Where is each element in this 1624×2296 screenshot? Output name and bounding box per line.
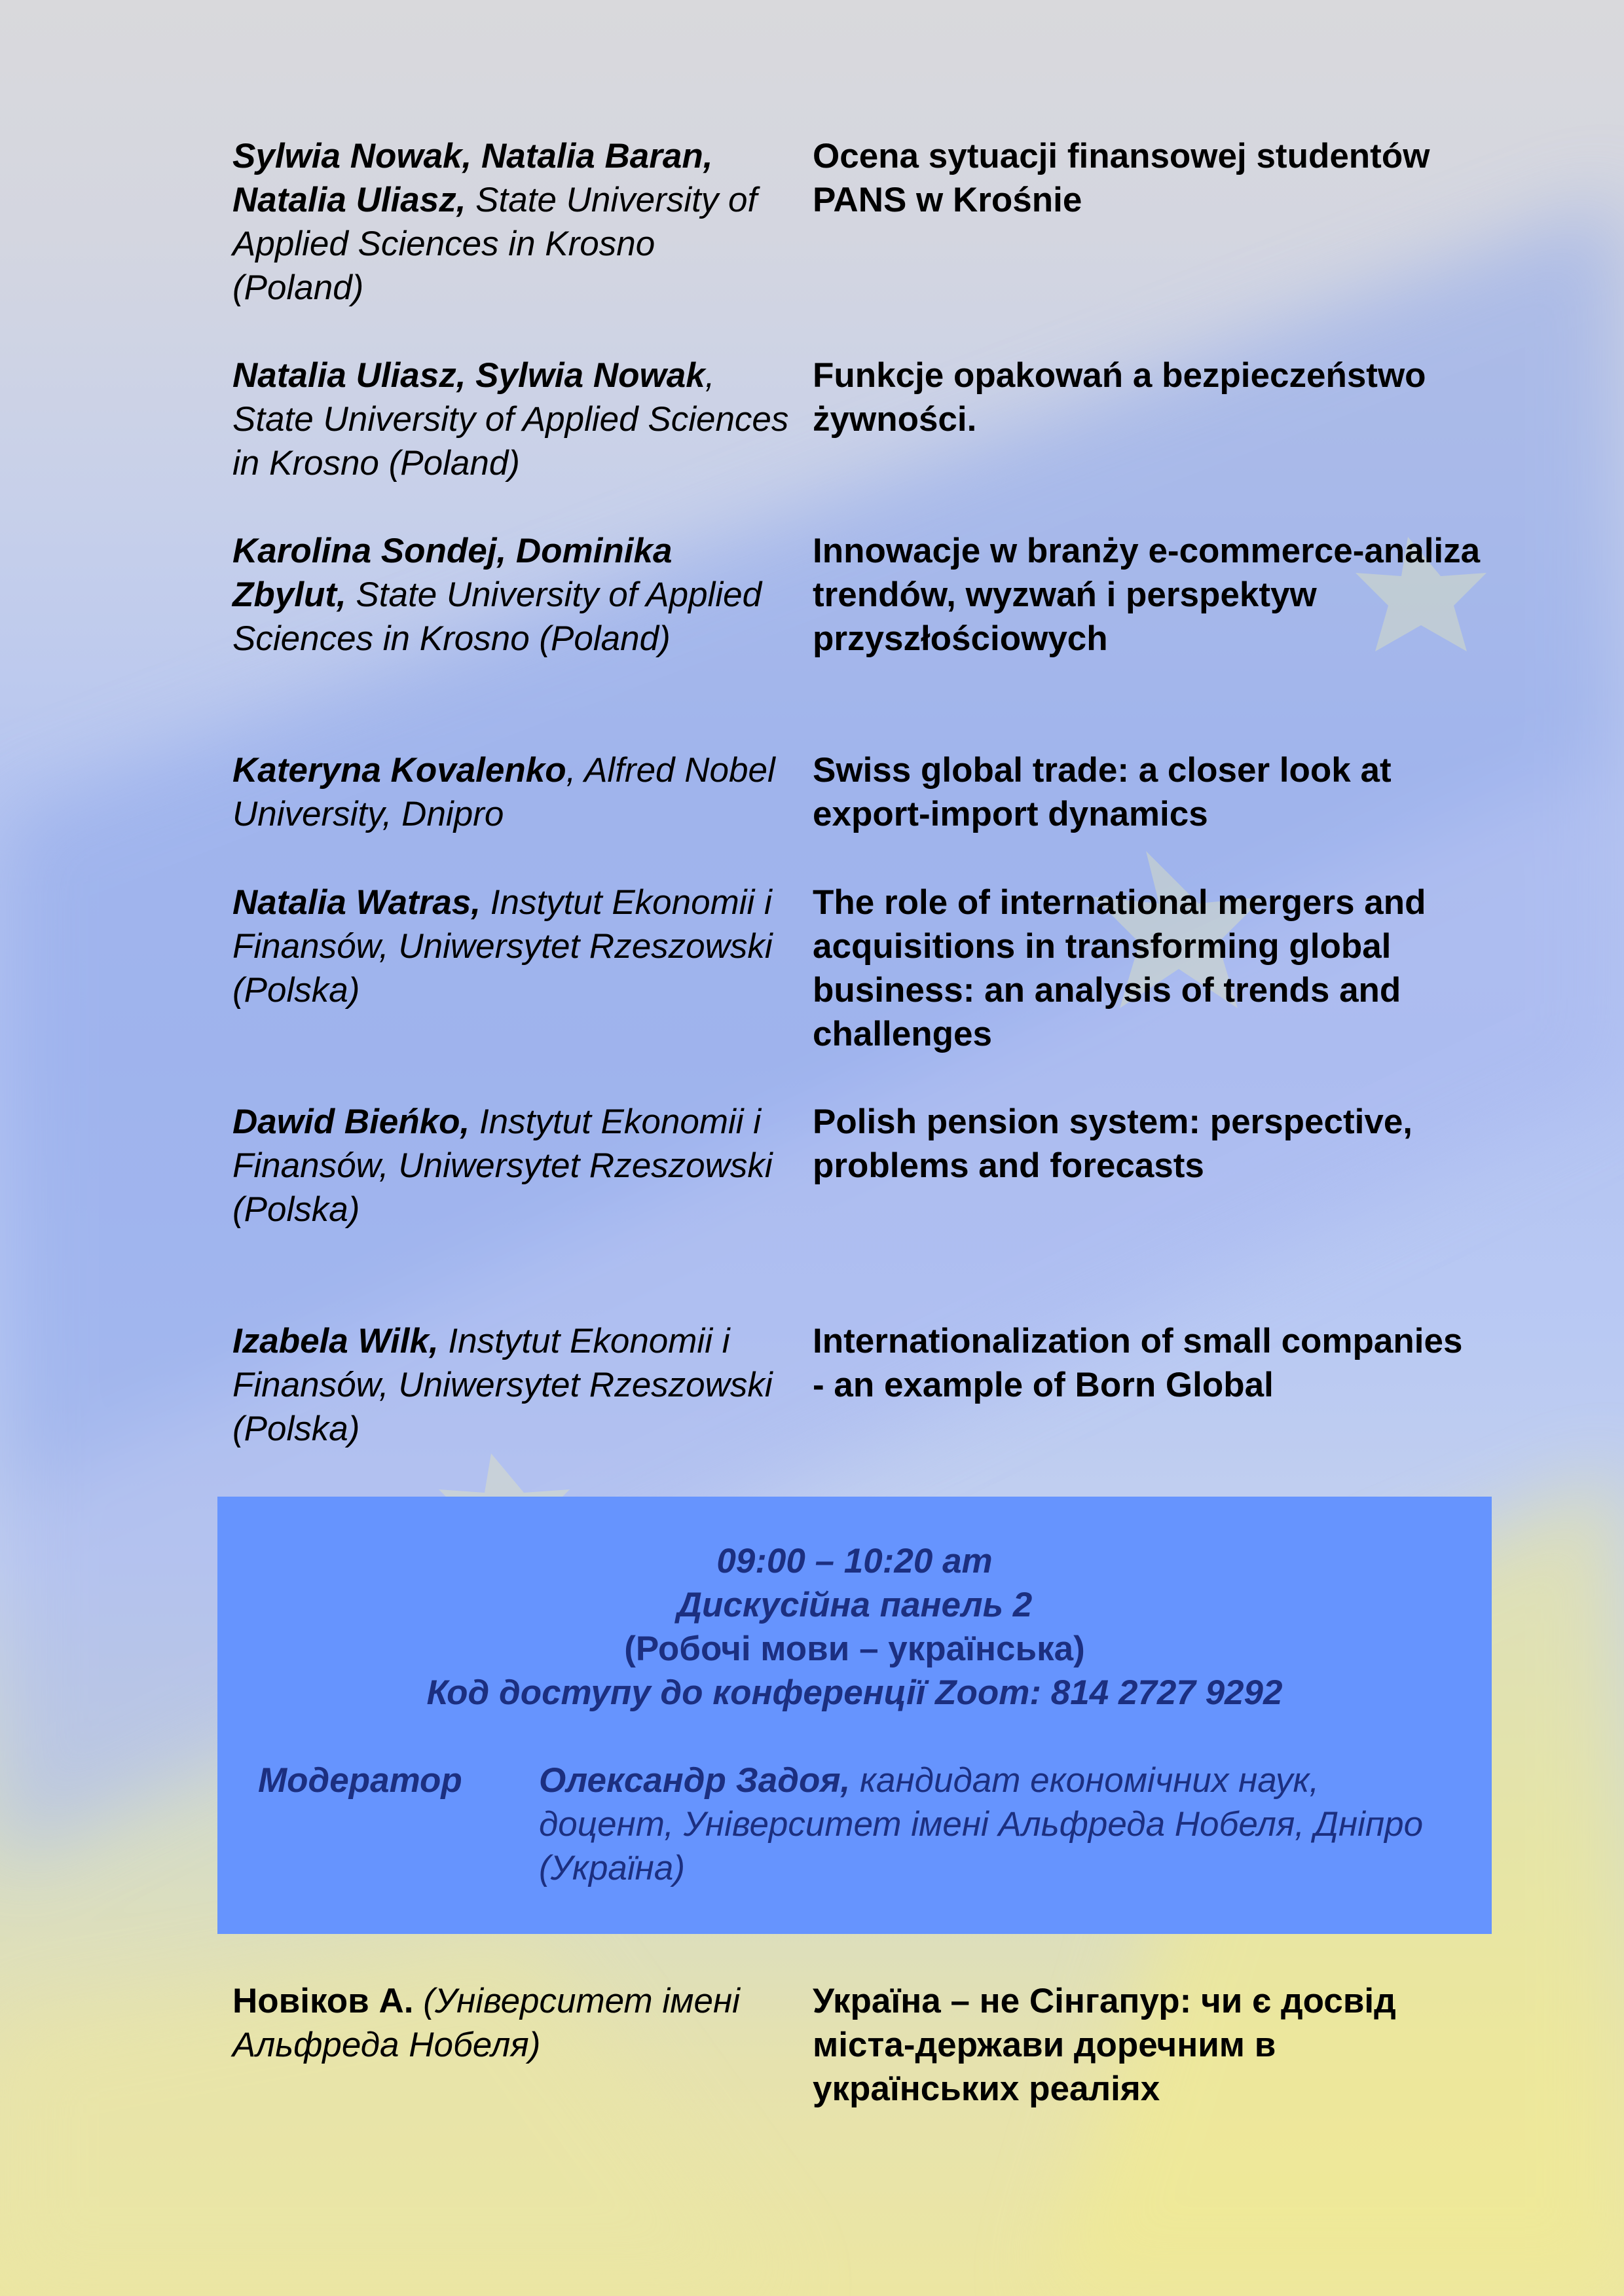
panel-languages: (Робочі мови – українська) xyxy=(624,1630,1085,1668)
entry-author: Izabela Wilk, Instytut Ekonomii i Finansów, Uniwersytet Rzeszowski (Polska) xyxy=(232,1322,773,1448)
panel-name: Дискусійна панель 2 xyxy=(676,1586,1033,1624)
moderator-info xyxy=(539,1758,1456,1890)
entry-title: Funkcje opakowań a bezpieczeństwo żywności. xyxy=(813,356,1426,439)
entry-title: Україна – не Сінгапур: чи є досвід міста-держави доречним в українських реаліях xyxy=(813,1982,1396,2108)
entry-title: Swiss global trade: a closer look at export-import dynamics xyxy=(813,751,1392,833)
panel-zoom-code: Код доступу до конференції Zoom: 814 2727 9292 xyxy=(426,1673,1283,1712)
entry-title: The role of international mergers and acquisitions in transforming global business: an analysis of trends and challenges xyxy=(813,883,1426,1053)
moderator-name: Олександр Задоя, xyxy=(539,1761,851,1800)
panel-time: 09:00 – 10:20 am xyxy=(716,1542,993,1580)
entry-author: Dawid Bieńko, Instytut Ekonomii i Finansów, Uniwersytet Rzeszowski (Polska) xyxy=(232,1102,773,1229)
entry-author: Karolina Sondej, Dominika Zbylut, State University of Applied Sciences in Krosno (Poland) xyxy=(232,532,762,658)
moderator-details: кандидат економічних наук, доцент, Університет імені Альфреда Нобеля, Дніпро (Україна) xyxy=(539,1761,1424,1887)
panel-header xyxy=(217,1539,1492,1715)
entry-author: Новіков А. (Університет імені Альфреда Нобеля) xyxy=(232,1982,740,2064)
entry-title: Internationalization of small companies - an example of Born Global xyxy=(813,1322,1463,1404)
moderator-label: Модератор xyxy=(258,1761,462,1800)
entry-author: Natalia Watras, Instytut Ekonomii i Finansów, Uniwersytet Rzeszowski (Polska) xyxy=(232,883,773,1010)
entry-author: Kateryna Kovalenko, Alfred Nobel University, Dnipro xyxy=(232,751,775,833)
entry-title: Innowacje w branży e-commerce-analiza trendów, wyzwań i perspektyw przyszłościowych xyxy=(813,532,1481,658)
entry-author: Natalia Uliasz, Sylwia Nowak, State University of Applied Sciences in Krosno (Poland) xyxy=(232,356,789,483)
discussion-panel-box xyxy=(217,1497,1492,1934)
entry-title: Ocena sytuacji finansowej studentów PANS w Krośnie xyxy=(813,137,1430,219)
entry-title: Polish pension system: perspective, problems and forecasts xyxy=(813,1102,1413,1185)
entry-author: Sylwia Nowak, Natalia Baran, Natalia Uliasz, State University of Applied Sciences in Krosno (Poland) xyxy=(232,137,758,307)
